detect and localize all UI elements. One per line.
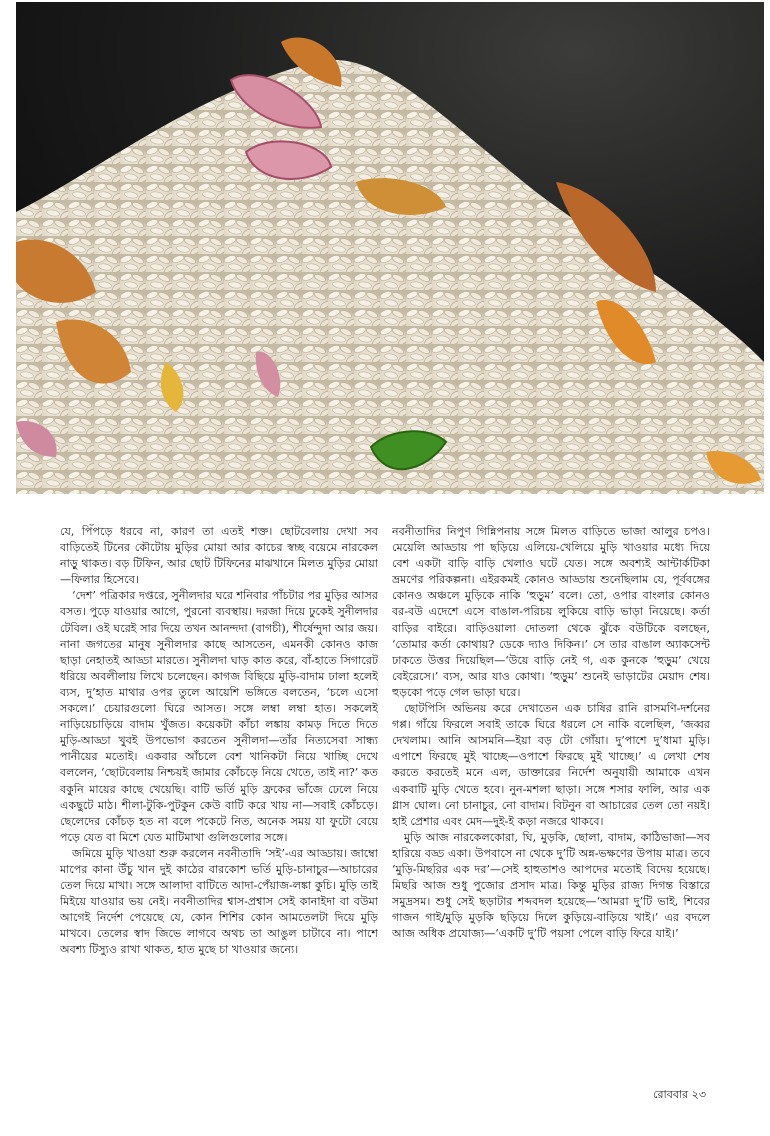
left-column — [60, 524, 378, 1074]
right-column — [392, 524, 710, 1074]
paragraph: জমিয়ে মুড়ি খাওয়া শুরু করলেন নবনীতাদি ‘সই’-এর আড্ডায়। জাম্বো মাপের কানা উঁচু খান দুই কাঠের বারকোশ ভর্তি মুড়ি-চানাচুর—আচারের তেল দিয়ে মাখা। সঙ্গে আলাদা বাটিতে আদা-পেঁয়াজ-লঙ্কা কুচি। মুড়ি তাই মিইয়ে যাওয়ার ভয় নেই। নবনীতাদির শ্বাস-প্রশ্বাস সেই কানাইদা বা বউমা আগেই নির্দেশ পেয়েছে যে, কোন শিশির কোন আমতেলটা দিয়ে মুড়ি মাখবে। তেলের স্বাদ জিভে লাগবে অথচ তা আঙুল চাটাবে না। পাশে অবশ্য টিস্যুও রাখা থাকত, হাত মুছে চা খাওয়ার জন্যে। — [60, 846, 378, 957]
paragraph: ছোটপিসি অভিনয় করে দেখাতেন এক চাষির রানি রাসমণি-দর্শনের গপ্প। গাঁয়ে ফিরলে সবাই তাকে ঘিরে ধরলে সে নাকি বলেছিল, ‘জব্বর দেখলাম। আনি আসমনি—ইয়া বড় টো গোঁয়া। দু’পাশে দু’ধামা মুড়ি। এপাশে ফিরছে মুই খাচ্ছে—ওপাশে ফিরছে মুই খাচ্ছে।’ এ লেখা শেষ করতে করতেই মনে এল, ডাক্তারের নির্দেশ অনুযায়ী আমাকে এখন একবাটি মুড়ি খেতে হবে। নুন-মশলা ছাড়া। সঙ্গে শসার ফালি, আর এক গ্লাস ঘোল। নো চানাচুর, নো বাদাম। বিটনুন বা আচারের তেল তো নয়ই। হাই প্রেশার এবং মেদ—দুই-ই কড়া নজরে থাকবে। — [392, 702, 710, 828]
muri-photo — [16, 2, 764, 494]
article-body — [60, 524, 710, 1074]
puffed-rice-heap-image — [16, 2, 764, 494]
paragraph: নবনীতাদির নিপুণ গিন্নিপনায় সঙ্গে মিলত বাড়িতে ভাজা আলুর চপও। মেয়েলি আড্ডায় পা ছড়িয়ে এলিয়ে-খেলিয়ে মুড়ি খাওয়ার মধ্যে দিয়ে বেশ একটা বাড়ি বাড়ি খেলাও ঘটে যেত। সঙ্গে অবশ্যই আন্টার্কটিকা ভ্রমণের পরিকল্পনা। এইরকমই কোনও আড্ডায় শুনেছিলাম যে, পূর্ববঙ্গের কোনও অঞ্চলে মুড়িকে নাকি ‘হুড়ুম’ বলে। তো, ওপার বাংলার কোনও বর-বউ এদেশে এসে বাঙাল-পরিচয় লুকিয়ে বাড়ি ভাড়া নিয়েছে। কর্তা বাড়ির বাইরে। বাড়িওয়ালা দোতলা থেকে ঝুঁকে বউটিকে বলছেন, ‘তোমার কর্তা কোথায়? ডেকে দ্যাও দিকিন।’ সে তার বাঙাল অ্যাকসেন্ট ঢাকতে উত্তর দিয়েছিল—‘উয়ে বাড়ি নেই গ, এক কুনকে ‘হুড়ুম’ খেয়ে বেইরেসে।’ ব্যস, আর যাও কোথা। ‘হুড়ুম’ শুনেই ভাড়াটের মেয়াদ শেষ। হুড়কো পড়ে গেল ভাড়া ঘরে। — [392, 525, 710, 699]
paragraph: ‘দেশ’ পত্রিকার দপ্তরে, সুনীলদার ঘরে শনিবার পাঁচটার পর মুড়ির আসর বসত। পুড়ে যাওয়ার আগে, পুরনো ব্যবস্থায়। দরজা দিয়ে ঢুকেই সুনীলদার টেবিল। ওই ঘরেই সার দিয়ে তখন আনন্দদা (বাগচী), শীর্ষেন্দুদা আর জয়। নানা জগতের মানুষ সুনীলদার কাছে আসতেন, এমনকী কোনও কাজ ছাড়া নেহাতই আড্ডা মারতে। সুনীলদা ঘাড় কাত করে, বাঁ-হাতে সিগারেট ধরিয়ে অবলীলায় লিখে চলেছেন। কাগজ বিছিয়ে মুড়ি-বাদাম ঢালা হলেই ব্যস, দু’হাত মাথার ওপর তুলে আয়েশি ভঙ্গিতে বলতেন, ‘চলে এসো সকলে।’ চেয়ারগুলো ঘিরে আসত। সঙ্গে লম্বা লম্বা হাত। সকলেই নাড়িয়েচাড়িয়ে বাদাম খুঁজত। কয়েকটা কাঁচা লঙ্কায় কামড় দিতে দিতে মুড়ি-আড্ডা খুবই উপভোগ করতেন সুনীলদা—তাঁর নিত্যসেবা সান্ধ্য পানীয়ের মতোই। একবার আঁচলে বেশ খানিকটা নিয়ে খাচ্ছি দেখে বললেন, ‘ছোটবেলায় নিশ্চয়ই জামার কোঁচড়ে নিয়ে খেতে, তাই না?’ কত বকুনি মায়ের কাছে খেয়েছি। বাটি ভর্তি মুড়ি ফ্রকের ভাঁজে ঢেলে নিয়ে একছুটে মাঠ। শীলা-টুকি-পুটকুন কেউ বাটি করে খায় না—সবাই কোঁচড়ে। ছেলেদের কোঁচড় হত না বলে পকেটে নিত, অনেক সময় যা ফুটো বেয়ে পড়ে যেত বা মিশে যেত মাটিমাখা গুলিগুলোর সঙ্গে। — [60, 589, 378, 844]
paragraph: যে, পিঁপড়ে ধরবে না, কারণ তা এতই শক্ত। ছোটবেলায় দেখা সব বাড়িতেই টিনের কৌটোয় মুড়ির মোয়া আর কাচের স্বচ্ছ বয়েমে নারকেল নাড়ু থাকত। বড় টিফিন, আর ছোট টিফিনের মাঝখানে মিলত মুড়ির মোয়া—ফিলার হিসেবে। — [60, 525, 378, 587]
page-footer: রোববার ২৩ — [653, 1088, 706, 1101]
paragraph: মুড়ি আজ নারকেলকোরা, ঘি, মুড়কি, ছোলা, বাদাম, কাঠিভাজা—সব হারিয়ে বড্ড একা। উপবাসে না থেকে দু’টি অন্ন-ভক্ষণের উপায় মাত্র। তবে ‘মুড়ি-মিছরির এক দর’—সেই হাহুতাশও আপদের মতোই বিদেয় হয়েছে। মিছরি আজ শুধু পুজোর প্রসাদ মাত্র। কিন্তু মুড়ির রাজ্য দিগন্ত বিস্তারে সমুদ্রসম। শুধু সেই ছড়াটার শব্দবদল হয়েছে—‘আমরা দু’টি ভাই, শিবের গাজন গাই/মুড়ি মুড়কি ছড়িয়ে দিলে কুড়িয়ে-বাড়িয়ে খাই।’ এর বদলে আজ অধিক প্রযোজ্য—‘একটি দু’টি পয়সা পেলে বাড়ি ফিরে যাই।’ — [392, 830, 710, 941]
